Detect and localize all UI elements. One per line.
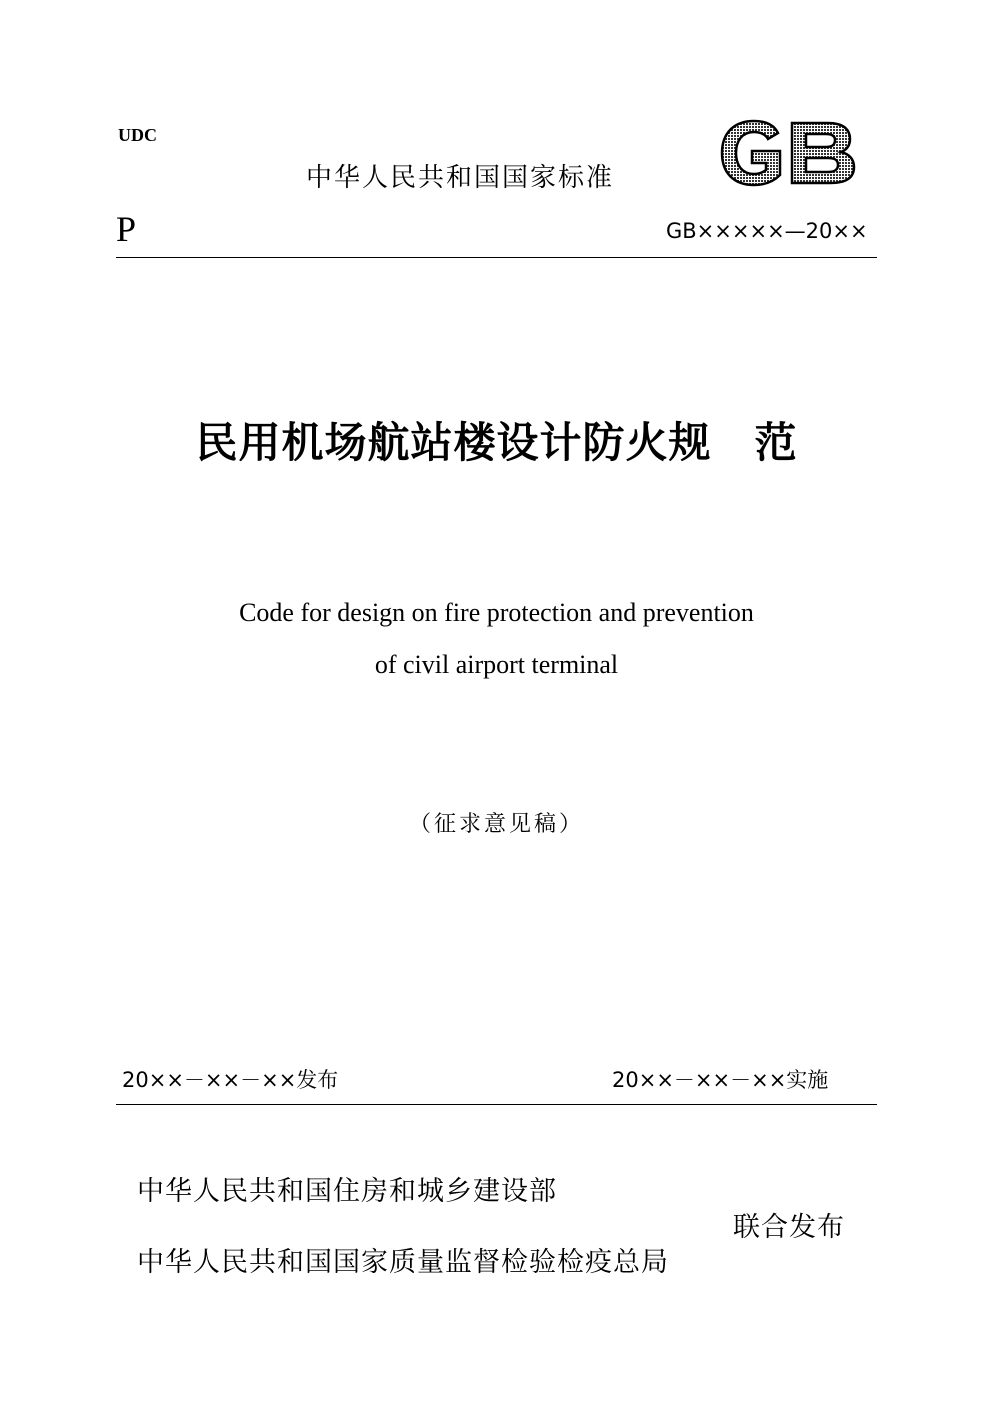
english-title-line-1: Code for design on fire protection and prevention (239, 598, 754, 627)
footer-rule (116, 1104, 877, 1105)
joint-issue-label: 联合发布 (733, 1212, 845, 1243)
document-title: 民用机场航站楼设计防火规 范 (195, 418, 798, 467)
classification-code: P (116, 209, 137, 249)
national-standard-heading: 中华人民共和国国家标准 (306, 163, 615, 193)
issuer-ministry-housing: 中华人民共和国住房和城乡建设部 (137, 1176, 557, 1207)
gb-logo (716, 117, 860, 189)
effective-date: 20××－××－××实施 (612, 1068, 829, 1092)
header-rule (116, 257, 877, 258)
udc-label: UDC (118, 125, 157, 145)
standard-number: GB×××××—20×× (666, 219, 868, 243)
publish-date: 20××－××－××发布 (122, 1068, 339, 1092)
english-title-line-2: of civil airport terminal (374, 650, 619, 679)
draft-status: （征求意见稿） (408, 812, 584, 837)
issuer-aqsiq: 中华人民共和国国家质量监督检验检疫总局 (137, 1247, 669, 1278)
